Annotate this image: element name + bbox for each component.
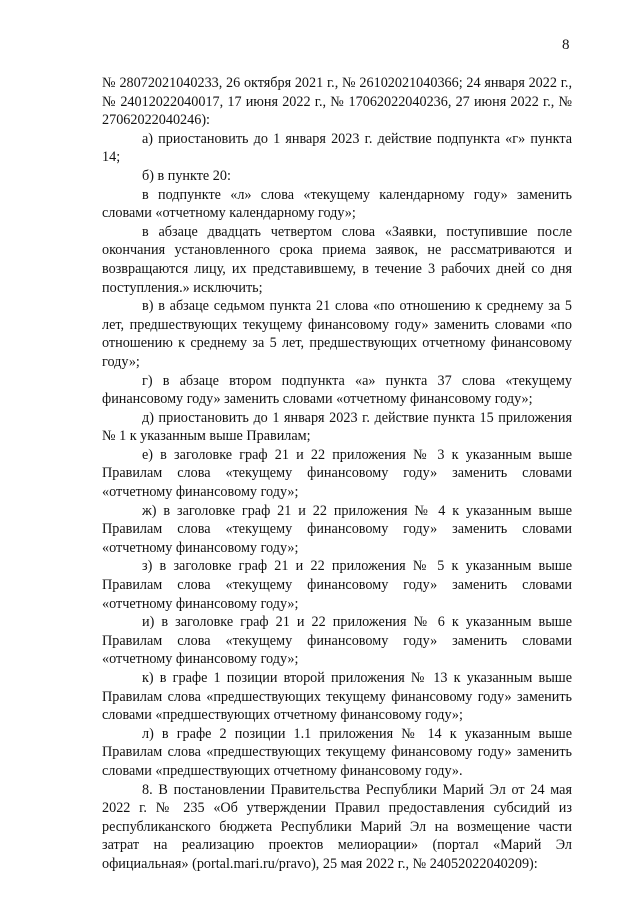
paragraph: и) в заголовке граф 21 и 22 приложения № 6 к указанным выше Правилам слова «текущему финансовому году» заменить словами «отчетному финансовому году»; (102, 614, 572, 668)
paragraph: в подпункте «л» слова «текущему календарному году» заменить словами «отчетному календарному году»; (102, 186, 572, 222)
paragraph: а) приостановить до 1 января 2023 г. действие подпункта «г» пункта 14; (102, 130, 572, 166)
paragraph: 8. В постановлении Правительства Республики Марий Эл от 24 мая 2022 г. № 235 «Об утверждении Правил предоставления субсидий из республиканского бюджета Республики Марий Эл на возмещение части затрат на реализацию проектов мелиорации» (портал «Марий Эл официальная» (portal.mari.ru/pravo), 25 мая 2022 г., № 24052022040209): (102, 781, 572, 872)
paragraph: д) приостановить до 1 января 2023 г. действие пункта 15 приложения № 1 к указанным выше Правилам; (102, 409, 572, 445)
paragraph: г) в абзаце втором подпункта «а» пункта 37 слова «текущему финансовому году» заменить словами «отчетному финансовому году»; (102, 372, 572, 408)
paragraph: ж) в заголовке граф 21 и 22 приложения № 4 к указанным выше Правилам слова «текущему финансовому году» заменить словами «отчетному финансовому году»; (102, 502, 572, 556)
paragraph: б) в пункте 20: (142, 167, 231, 184)
paragraph: е) в заголовке граф 21 и 22 приложения № 3 к указанным выше Правилам слова «текущему финансовому году» заменить словами «отчетному финансовому году»; (102, 446, 572, 501)
paragraph: в) в абзаце седьмом пункта 21 слова «по отношению к среднему за 5 лет, предшествующих текущему финансовому году» заменить словами «по отношению к среднему за 5 лет, предшествующих отчетному финансовому году»; (102, 298, 572, 370)
paragraph: л) в графе 2 позиции 1.1 приложения № 14 к указанным выше Правилам слова «предшествующих текущему финансовому году» заменить словами «предшествующих отчетному финансовому году». (102, 725, 572, 779)
paragraph: к) в графе 1 позиции второй приложения № 13 к указанным выше Правилам слова «предшествующих текущему финансовому году» заменить словами «предшествующих отчетному финансовому году»; (102, 670, 572, 724)
page-number: 8 (562, 37, 570, 53)
paragraph: в абзаце двадцать четвертом слова «Заявки, поступившие после окончания установленного срока приема заявок, не рассматриваются и возвращаются лицу, их представившему, в течение 3 рабочих дней со дня поступления.» исключить; (102, 223, 572, 296)
paragraph: з) в заголовке граф 21 и 22 приложения № 5 к указанным выше Правилам слова «текущему финансовому году» заменить словами «отчетному финансовому году»; (102, 558, 572, 612)
paragraph: № 28072021040233, 26 октября 2021 г., № 26102021040366; 24 января 2022 г., № 24012022040017, 17 июня 2022 г., № 17062022040236, 27 июня 2022 г., № 27062022040246): (102, 75, 572, 129)
document-body (102, 74, 572, 874)
